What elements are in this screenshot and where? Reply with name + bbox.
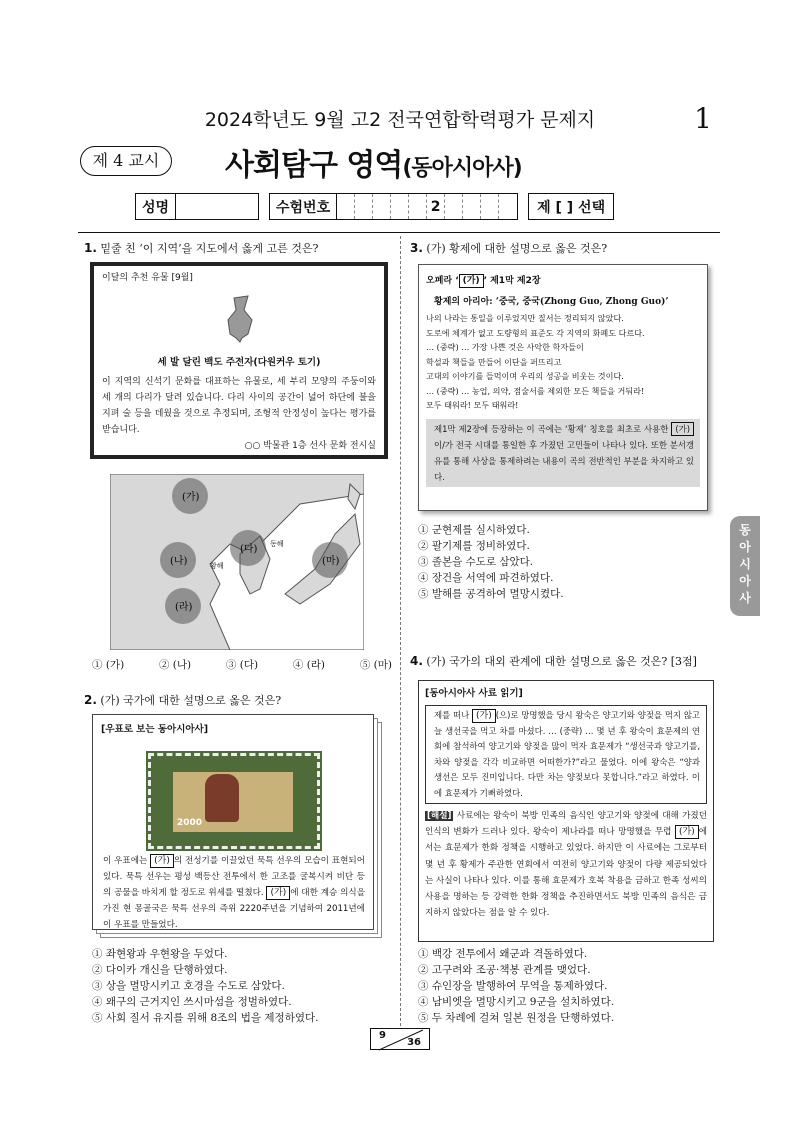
q2-option[interactable]: ③ 상을 멸망시키고 호경을 수도로 삼았다. xyxy=(92,980,285,992)
q3-stem: 3. (가) 황제에 대한 설명으로 옳은 것은? xyxy=(410,241,608,255)
q2-box-header: [우표로 보는 동아시아사] xyxy=(101,724,209,735)
exam-number-field[interactable] xyxy=(269,193,518,220)
q3-option[interactable]: ③ 졸본을 수도로 삼았다. xyxy=(418,556,534,568)
exam-digit: 2 xyxy=(427,194,445,219)
q1-artifact-text: 이 지역의 신석기 문화를 대표하는 유물로, 세 부리 모양의 주둥이와 세 개의 다리가 달려 있습니다. 다리 사이의 공간이 넓어 하단에 불을 지펴 술 등을 데웠을 것으로 추정되며, 조형적 안정성이 높다는 평가를 받습니다. xyxy=(102,377,376,435)
q1-map xyxy=(110,474,364,650)
exam-digits xyxy=(337,194,517,219)
map-label: (마) xyxy=(322,556,340,567)
q2-stamp-panel xyxy=(92,714,374,930)
map-label: (다) xyxy=(240,544,258,555)
q4-options xyxy=(418,946,718,1026)
info-bar xyxy=(135,193,614,220)
stamp-value: 2000 xyxy=(177,818,203,828)
q4-stem: 4. (가) 국가의 대외 관계에 대한 설명으로 옳은 것은? [3점] xyxy=(410,654,697,668)
page-number: 1 xyxy=(694,102,712,135)
q4-box-header: [동아시아사 사료 읽기] xyxy=(425,688,523,699)
q1-stem: 1. 밑줄 친 ‘이 지역’을 지도에서 옳게 고른 것은? xyxy=(84,241,319,255)
exam-number-label: 수험번호 xyxy=(270,194,337,219)
name-field[interactable] xyxy=(135,193,259,220)
q1-option[interactable]: ③ (다) xyxy=(225,659,259,671)
q3-opera-panel xyxy=(418,264,708,511)
header-rule xyxy=(78,232,720,233)
q2-option[interactable]: ④ 왜구의 근거지인 쓰시마섬을 정벌하였다. xyxy=(92,996,292,1008)
q2-stem: 2. (가) 국가에 대한 설명으로 옳은 것은? xyxy=(84,693,282,707)
map-place: 동해 xyxy=(270,540,284,548)
exam-title: 2024학년도 9월 고2 전국연합학력평가 문제지 xyxy=(204,109,596,131)
q1-box-header: 이달의 추천 유물 [9월] xyxy=(102,273,193,283)
stamp-image xyxy=(148,753,320,849)
q1-option[interactable]: ④ (라) xyxy=(292,659,326,671)
q1-museum: ○○ 박물관 1층 선사 문화 전시실 xyxy=(244,441,376,451)
name-label: 성명 xyxy=(136,194,176,219)
q2-option[interactable]: ① 좌현왕과 우현왕을 두었다. xyxy=(92,948,228,960)
column-divider xyxy=(400,236,401,1026)
period-badge: 제 4 교시 xyxy=(80,146,172,176)
q3-aria-title: 황제의 아리아: ‘중국, 중국(Zhong Guo, Zhong Guo)’ xyxy=(434,297,669,307)
q2-body: 이 우표에는 (가) 의 전성기를 이끌었던 묵특 선우의 모습이 표현되어 있다. 묵특 선우는 평성 백등산 전투에서 한 고조를 굴복시켜 비단 등의 공물을 바치게 할 정도로 위세를 떨쳤다. (가) 에 대한 계승 의식을 가진 현 몽골국은 묵특 선우의 즉위 2220주년을 기념하여 2011년에 이 우표를 만들었다. xyxy=(103,856,366,930)
q4-option[interactable]: ② 고구려와 조공·책봉 관계를 맺었다. xyxy=(418,964,591,976)
map-place: 황해 xyxy=(210,562,224,570)
q2-option[interactable]: ⑤ 사회 질서 유지를 위해 8조의 법을 제정하였다. xyxy=(92,1012,319,1024)
q4-source: 제를 떠나 (가) (으)로 망명했을 당시 왕숙은 양고기와 양젖을 먹지 않고 늘 생선국을 먹고 차를 마셨다. … (중략) … 몇 년 후 왕숙이 효문제의 연회에 참석하여 양고기와 양젖을 많이 먹자 효문제가 “생선국과 양고기를, 차와 양젖을 각각 비교하면 어떠한가?”라고 물었다. 이에 왕숙은 “양과 생선은 모두 진미입니다. 다만 차는 양젖보다 못합니다.”라고 하였다. 이에 효문제가 기뻐하였다. xyxy=(425,705,707,804)
q1-artifact-panel xyxy=(90,262,388,459)
current-page: 9 xyxy=(379,1030,386,1041)
q1-options xyxy=(92,657,392,673)
q3-option[interactable]: ⑤ 발해를 공격하여 멸망시켰다. xyxy=(418,588,564,600)
q3-option[interactable]: ④ 장건을 서역에 파견하였다. xyxy=(418,572,554,584)
q4-option[interactable]: ① 백강 전투에서 왜군과 격돌하였다. xyxy=(418,948,588,960)
q3-option[interactable]: ② 팔기제를 정비하였다. xyxy=(418,540,530,552)
stamp-figure xyxy=(205,774,239,822)
subject-side-tab xyxy=(730,516,760,616)
pottery-jug-image xyxy=(222,294,258,344)
side-tab-label: 동 아 시 아 사 xyxy=(739,523,751,605)
subject-sub: (동아시아사) xyxy=(402,156,522,181)
q2-option[interactable]: ② 다이카 개신을 단행하였다. xyxy=(92,964,228,976)
page-counter xyxy=(370,1028,430,1050)
q1-option[interactable]: ① (가) xyxy=(92,659,125,671)
q4-explanation: [해설] 사료에는 왕숙이 북방 민족의 음식인 양고기와 양젖에 대해 가졌던 인식의 변화가 드러나 있다. 왕숙이 제나라를 떠나 망명했을 무렵 (가) 에서는 효문제가 한화 정책을 시행하고 있었다. 하지만 이 사료에는 그로부터 몇 년 후 황제가 주관한 연회에서 여전히 양고기와 양젖이 다량 제공되었다는 사실이 나타나 있다. 이를 통해 효문제가 호복 착용을 금하고 한족 성씨의 사용을 명하는 등 강력한 한화 정책을 추진하면서도 북방 민족의 음식은 금지하지 않았다는 점을 알 수 있다. xyxy=(425,811,707,919)
map-label: (나) xyxy=(170,556,188,567)
total-pages: 36 xyxy=(407,1037,421,1048)
select-label: 제 [ ] 선택 xyxy=(537,199,606,216)
q4-option[interactable]: ④ 남비엣을 멸망시키고 9군을 설치하였다. xyxy=(418,996,615,1008)
map-label: (가) xyxy=(182,492,200,503)
q3-opera-title: 오페라 ‘ (가) ’ 제1막 제2장 xyxy=(426,276,541,286)
q3-note: 제1막 제2장에 등장하는 이 곡에는 ‘황제’ 칭호를 최초로 사용한 (가)이/가 전국 시대를 통일한 후 가졌던 고민들이 나타나 있다. 또한 분서갱유를 통해 사상을 통제하려는 내용이 곡의 전반적인 부분을 차지하고 있다. xyxy=(426,419,700,487)
q4-option[interactable]: ⑤ 두 차례에 걸쳐 일본 원정을 단행하였다. xyxy=(418,1012,615,1024)
subject-title xyxy=(225,140,522,184)
q1-option[interactable]: ② (나) xyxy=(158,659,192,671)
map-label: (라) xyxy=(175,602,193,613)
q3-option[interactable]: ① 군현제를 실시하였다. xyxy=(418,524,530,536)
subject-main: 사회탐구 영역 xyxy=(225,148,403,183)
select-field[interactable] xyxy=(528,193,614,220)
q3-options xyxy=(418,522,718,602)
q2-options xyxy=(92,946,392,1026)
q3-lyrics: 나의 나라는 통일을 이루었지만 질서는 정리되지 않았다. 도로에 체계가 없고 도량형의 표준도 각 지역의 화폐도 다르다. … (중략) … 가장 나쁜 것은 사악한 학자들이 학설과 책들을 만들어 이단을 퍼뜨리고 고대의 이야기를 들먹이며 우리의 성공을 비웃는 것이다. … (중략) … 농업, 의약, 점술서를 제외한 모든 책들을 거둬라! 모두 태워라! 모두 태워라! xyxy=(426,313,645,410)
q1-artifact-title: 세 발 달린 백도 주전자(다원커우 토기) xyxy=(157,357,321,368)
q4-option[interactable]: ③ 슈인장을 발행하여 무역을 통제하였다. xyxy=(418,980,608,992)
q4-source-panel xyxy=(418,680,714,942)
q1-option[interactable]: ⑤ (마) xyxy=(359,659,392,671)
